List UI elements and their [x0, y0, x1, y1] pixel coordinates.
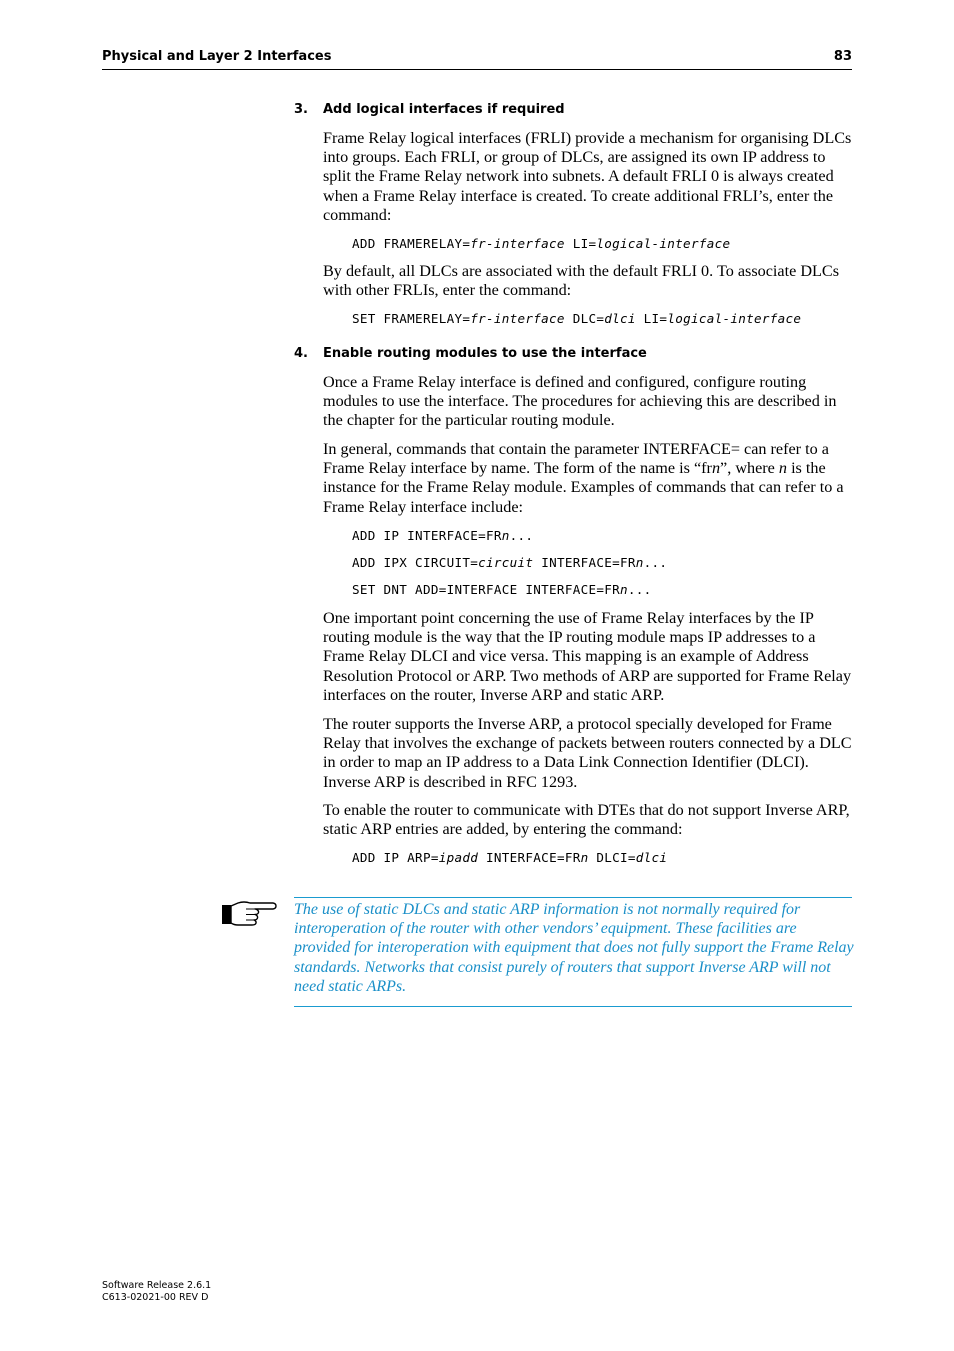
paragraph: In general, commands that contain the parameter INTERFACE= can refer to a Frame Relay interface by name. The form of the name is “frn”, where n is the instance for the Frame Relay module. Examples of commands that can refer to a Frame Relay interface include:	[323, 440, 844, 516]
command-set-dnt: SET DNT ADD=INTERFACE INTERFACE=FRn...	[352, 582, 652, 597]
page-number: 83	[833, 49, 852, 64]
paragraph: The router supports the Inverse ARP, a protocol specially developed for Frame Relay that involves the exchange of packets between routers connected by a DLC in order to map an IP address to a Data Link Connection Identifier (DLCI). Inverse ARP is described in RFC 1293.	[323, 715, 852, 791]
command-set-framerelay: SET FRAMERELAY=fr-interface DLC=dlci LI=logical-interface	[352, 311, 802, 326]
step-title: Add logical interfaces if required	[323, 102, 565, 117]
paragraph: By default, all DLCs are associated with the default FRLI 0. To associate DLCs with other FRLIs, enter the command:	[323, 262, 839, 300]
step-number: 4.	[294, 346, 308, 361]
step-title: Enable routing modules to use the interface	[323, 346, 647, 361]
paragraph: To enable the router to communicate with DTEs that do not support Inverse ARP, static ARP entries are added, by entering the command:	[323, 801, 850, 839]
command-add-framerelay: ADD FRAMERELAY=fr-interface LI=logical-interface	[352, 236, 731, 251]
note-top-rule	[294, 897, 852, 898]
paragraph: One important point concerning the use of Frame Relay interfaces by the IP routing module is the way that the IP routing module maps IP addresses to a Frame Relay DLCI and vice versa. This mapping is an example of Address Resolution Protocol or ARP. Two methods of ARP are supported for Frame Relay interfaces on the router, Inverse ARP and static ARP.	[323, 609, 852, 704]
footer-doc-number: C613-02021-00 REV D	[102, 1292, 209, 1303]
running-header	[102, 48, 852, 70]
paragraph: Frame Relay logical interfaces (FRLI) provide a mechanism for organising DLCs into groups. Each FRLI, or group of DLCs, are assigned its own IP address to split the Frame Relay network into subnets. A default FRLI 0 is always created when a Frame Relay interface is created. To create additional FRLI’s, enter the command:	[323, 129, 852, 224]
paragraph: Once a Frame Relay interface is defined and configured, configure routing modules to use the interface. The procedures for achieving this are described in the chapter for the particular routing module.	[323, 373, 837, 430]
pointing-hand-icon	[220, 898, 278, 928]
command-add-ip-arp: ADD IP ARP=ipadd INTERFACE=FRn DLCI=dlci	[352, 850, 668, 865]
header-title: Physical and Layer 2 Interfaces	[102, 49, 332, 64]
command-add-ip-interface: ADD IP INTERFACE=FRn...	[352, 528, 534, 543]
note-text: The use of static DLCs and static ARP information is not normally required for interoperation of the router with other vendors’ equipment. These facilities are provided for interoperation with equipment that does not fully support the Frame Relay standards. Networks that consist purely of routers that support Inverse ARP will not need static ARPs.	[294, 901, 854, 995]
step-number: 3.	[294, 102, 308, 117]
note-bottom-rule	[294, 1006, 852, 1007]
command-add-ipx-circuit: ADD IPX CIRCUIT=circuit INTERFACE=FRn...	[352, 555, 668, 570]
step-3-heading	[294, 102, 565, 117]
footer-release: Software Release 2.6.1	[102, 1280, 212, 1291]
step-4-heading	[294, 346, 647, 361]
footer	[102, 1280, 211, 1304]
